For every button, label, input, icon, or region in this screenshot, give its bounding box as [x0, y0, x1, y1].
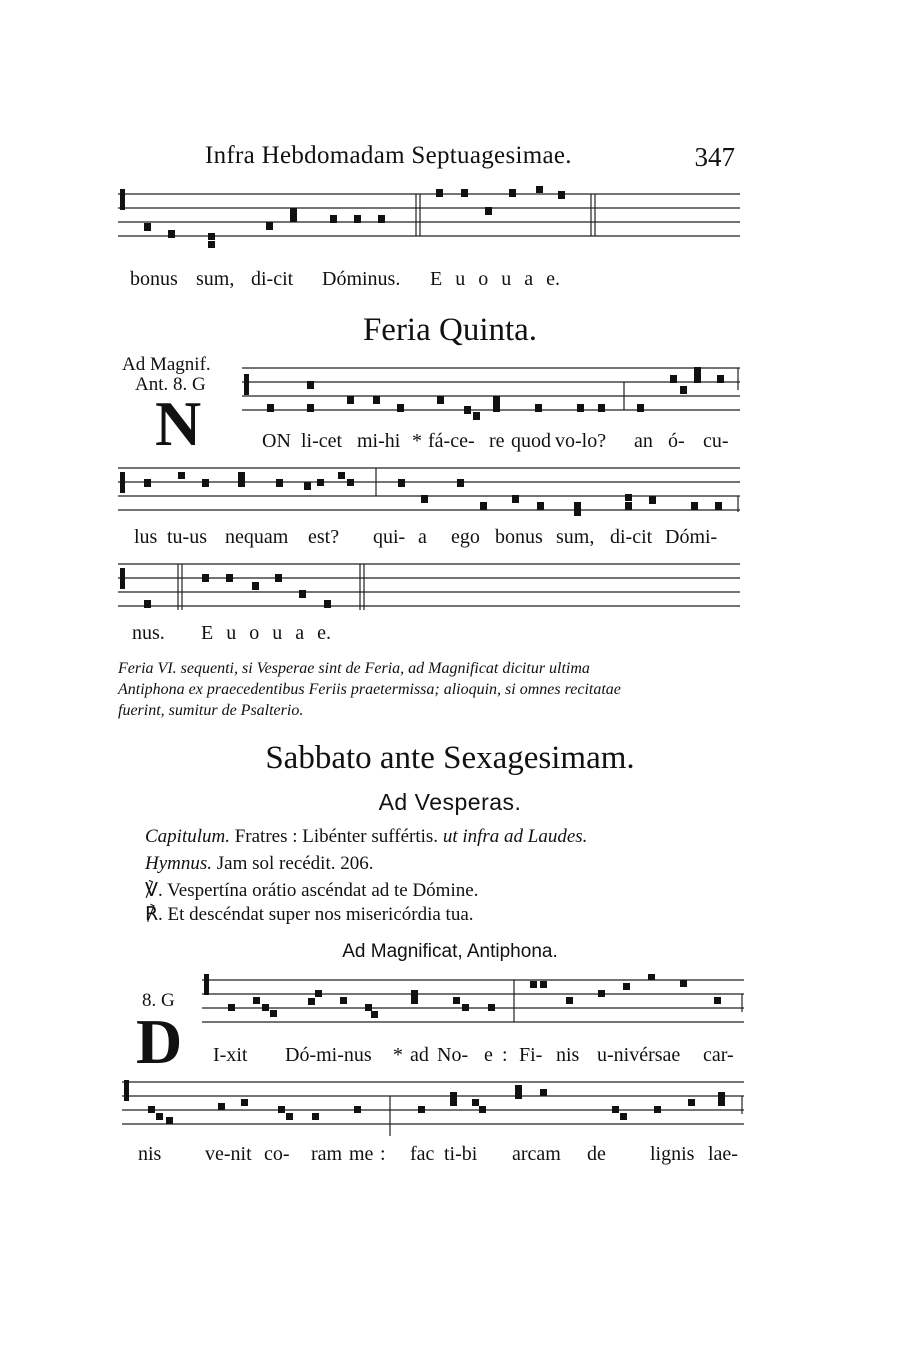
lyric-syllable: Fi- — [519, 1044, 543, 1066]
lyric-syllable: nus. — [132, 622, 165, 644]
lyric-syllable: sum, — [196, 268, 235, 290]
initial-letter: N — [155, 388, 202, 459]
lyric-syllable: mi-hi — [357, 430, 401, 452]
chant-staff-3 — [118, 462, 743, 532]
lyric-syllable: u-nivérsae — [597, 1044, 681, 1066]
lyric-syllable: sum, — [556, 526, 595, 548]
lyric-syllable: ram — [311, 1143, 343, 1165]
capitulum-label: Capitulum. — [145, 826, 230, 847]
page-number: 347 — [694, 142, 735, 172]
section-title-sabbato: Sabbato ante Sexagesimam. — [265, 740, 635, 776]
lyric-syllable: nis — [138, 1143, 162, 1165]
subsection-title-vesperas: Ad Vesperas. — [378, 789, 522, 815]
capitulum-text: Fratres : Libénter suffértis. — [234, 826, 439, 847]
lyric-syllable: nis — [556, 1044, 580, 1066]
versicle: ℣. Vespertína orátio ascéndat ad te Dómine. — [145, 880, 479, 901]
lyric-syllable: qui- — [373, 526, 406, 548]
lyric-syllable: e — [484, 1044, 493, 1066]
lyric-syllable: lae- — [708, 1143, 738, 1165]
rubric-line: Antiphona ex praecedentibus Feriis praetermissa; alioquin, si omnes recitatae — [118, 681, 621, 698]
lyric-syllable: : — [380, 1143, 386, 1165]
lyric-syllable: * — [393, 1044, 403, 1066]
lyric-syllable: re — [489, 430, 505, 452]
lyric-syllable: di-cit — [610, 526, 653, 548]
chant-staff-1 — [118, 186, 743, 256]
lyric-syllable: Dómi- — [665, 526, 718, 548]
lyric-syllable: vo-lo? — [555, 430, 607, 452]
running-title: Infra Hebdomadam Septuagesimae. — [205, 142, 572, 169]
section-title-feria-quinta: Feria Quinta. — [362, 312, 538, 348]
lyric-syllable: ego — [451, 526, 480, 548]
lyric-syllable: ve-nit — [205, 1143, 252, 1165]
rubric-line: fuerint, sumitur de Psalterio. — [118, 702, 304, 719]
lyric-syllable: : — [502, 1044, 508, 1066]
lyric-syllable: ad — [410, 1044, 429, 1066]
lyric-syllable: fac — [410, 1143, 435, 1165]
lyric-syllable: li-cet — [301, 430, 343, 452]
lyric-syllable: de — [587, 1143, 606, 1165]
initial-letter: D — [136, 1006, 183, 1077]
lyric-syllable: co- — [264, 1143, 290, 1165]
lyric-syllable: Dó-mi-nus — [285, 1044, 372, 1066]
lyric-syllable: ON — [262, 430, 291, 452]
lyric-syllable: lus — [134, 526, 158, 548]
lyric-syllable: I-xit — [213, 1044, 248, 1066]
chant-staff-4 — [118, 560, 743, 620]
capitulum-reference: ut infra ad Laudes. — [442, 826, 588, 847]
lyric-euouae: E u o u a e. — [430, 268, 560, 290]
lyric-euouae: E u o u a e. — [201, 622, 331, 644]
lyric-syllable: quod — [511, 430, 551, 452]
lyric-syllable: * — [412, 430, 422, 452]
hymnus-text: Jam sol recédit. 206. — [216, 853, 374, 874]
lyric-syllable: fá-ce- — [428, 430, 475, 452]
chant-staff-5 — [202, 974, 747, 1034]
lyric-syllable: cu- — [703, 430, 729, 452]
mode-label: 8. G — [142, 990, 175, 1011]
chant-staff-2 — [242, 364, 742, 424]
page-header — [205, 142, 745, 176]
antiphon-heading: Ad Magnificat, Antiphona. — [342, 941, 558, 962]
lyric-syllable: an — [634, 430, 653, 452]
lyric-syllable: bonus — [130, 268, 178, 290]
lyric-syllable: lignis — [650, 1143, 695, 1165]
antiphon-label-line: Ant. 8. G — [135, 374, 206, 395]
lyric-syllable: car- — [703, 1044, 734, 1066]
lyric-syllable: nequam — [225, 526, 289, 548]
lyric-syllable: ti-bi — [444, 1143, 478, 1165]
response: ℟. Et descéndat super nos misericórdia tua. — [145, 904, 474, 925]
lyric-syllable: a — [418, 526, 427, 548]
hymnus-line — [145, 853, 374, 875]
lyric-syllable: di-cit — [251, 268, 294, 290]
lyric-syllable: est? — [308, 526, 340, 548]
lyric-syllable: arcam — [512, 1143, 561, 1165]
capitulum-line — [145, 826, 587, 848]
lyric-syllable: bonus — [495, 526, 543, 548]
lyric-syllable: me — [349, 1143, 374, 1165]
chant-staff-6 — [122, 1076, 747, 1146]
rubric-note — [118, 658, 748, 721]
antiphon-label-line: Ad Magnif. — [122, 354, 211, 375]
lyric-syllable: tu-us — [167, 526, 207, 548]
lyric-syllable: No- — [437, 1044, 469, 1066]
hymnus-label: Hymnus. — [145, 853, 213, 874]
rubric-line: Feria VI. sequenti, si Vesperae sint de Feria, ad Magnificat dicitur ultima — [118, 660, 590, 677]
lyric-syllable: Dóminus. — [322, 268, 401, 290]
lyric-syllable: ó- — [668, 430, 685, 452]
